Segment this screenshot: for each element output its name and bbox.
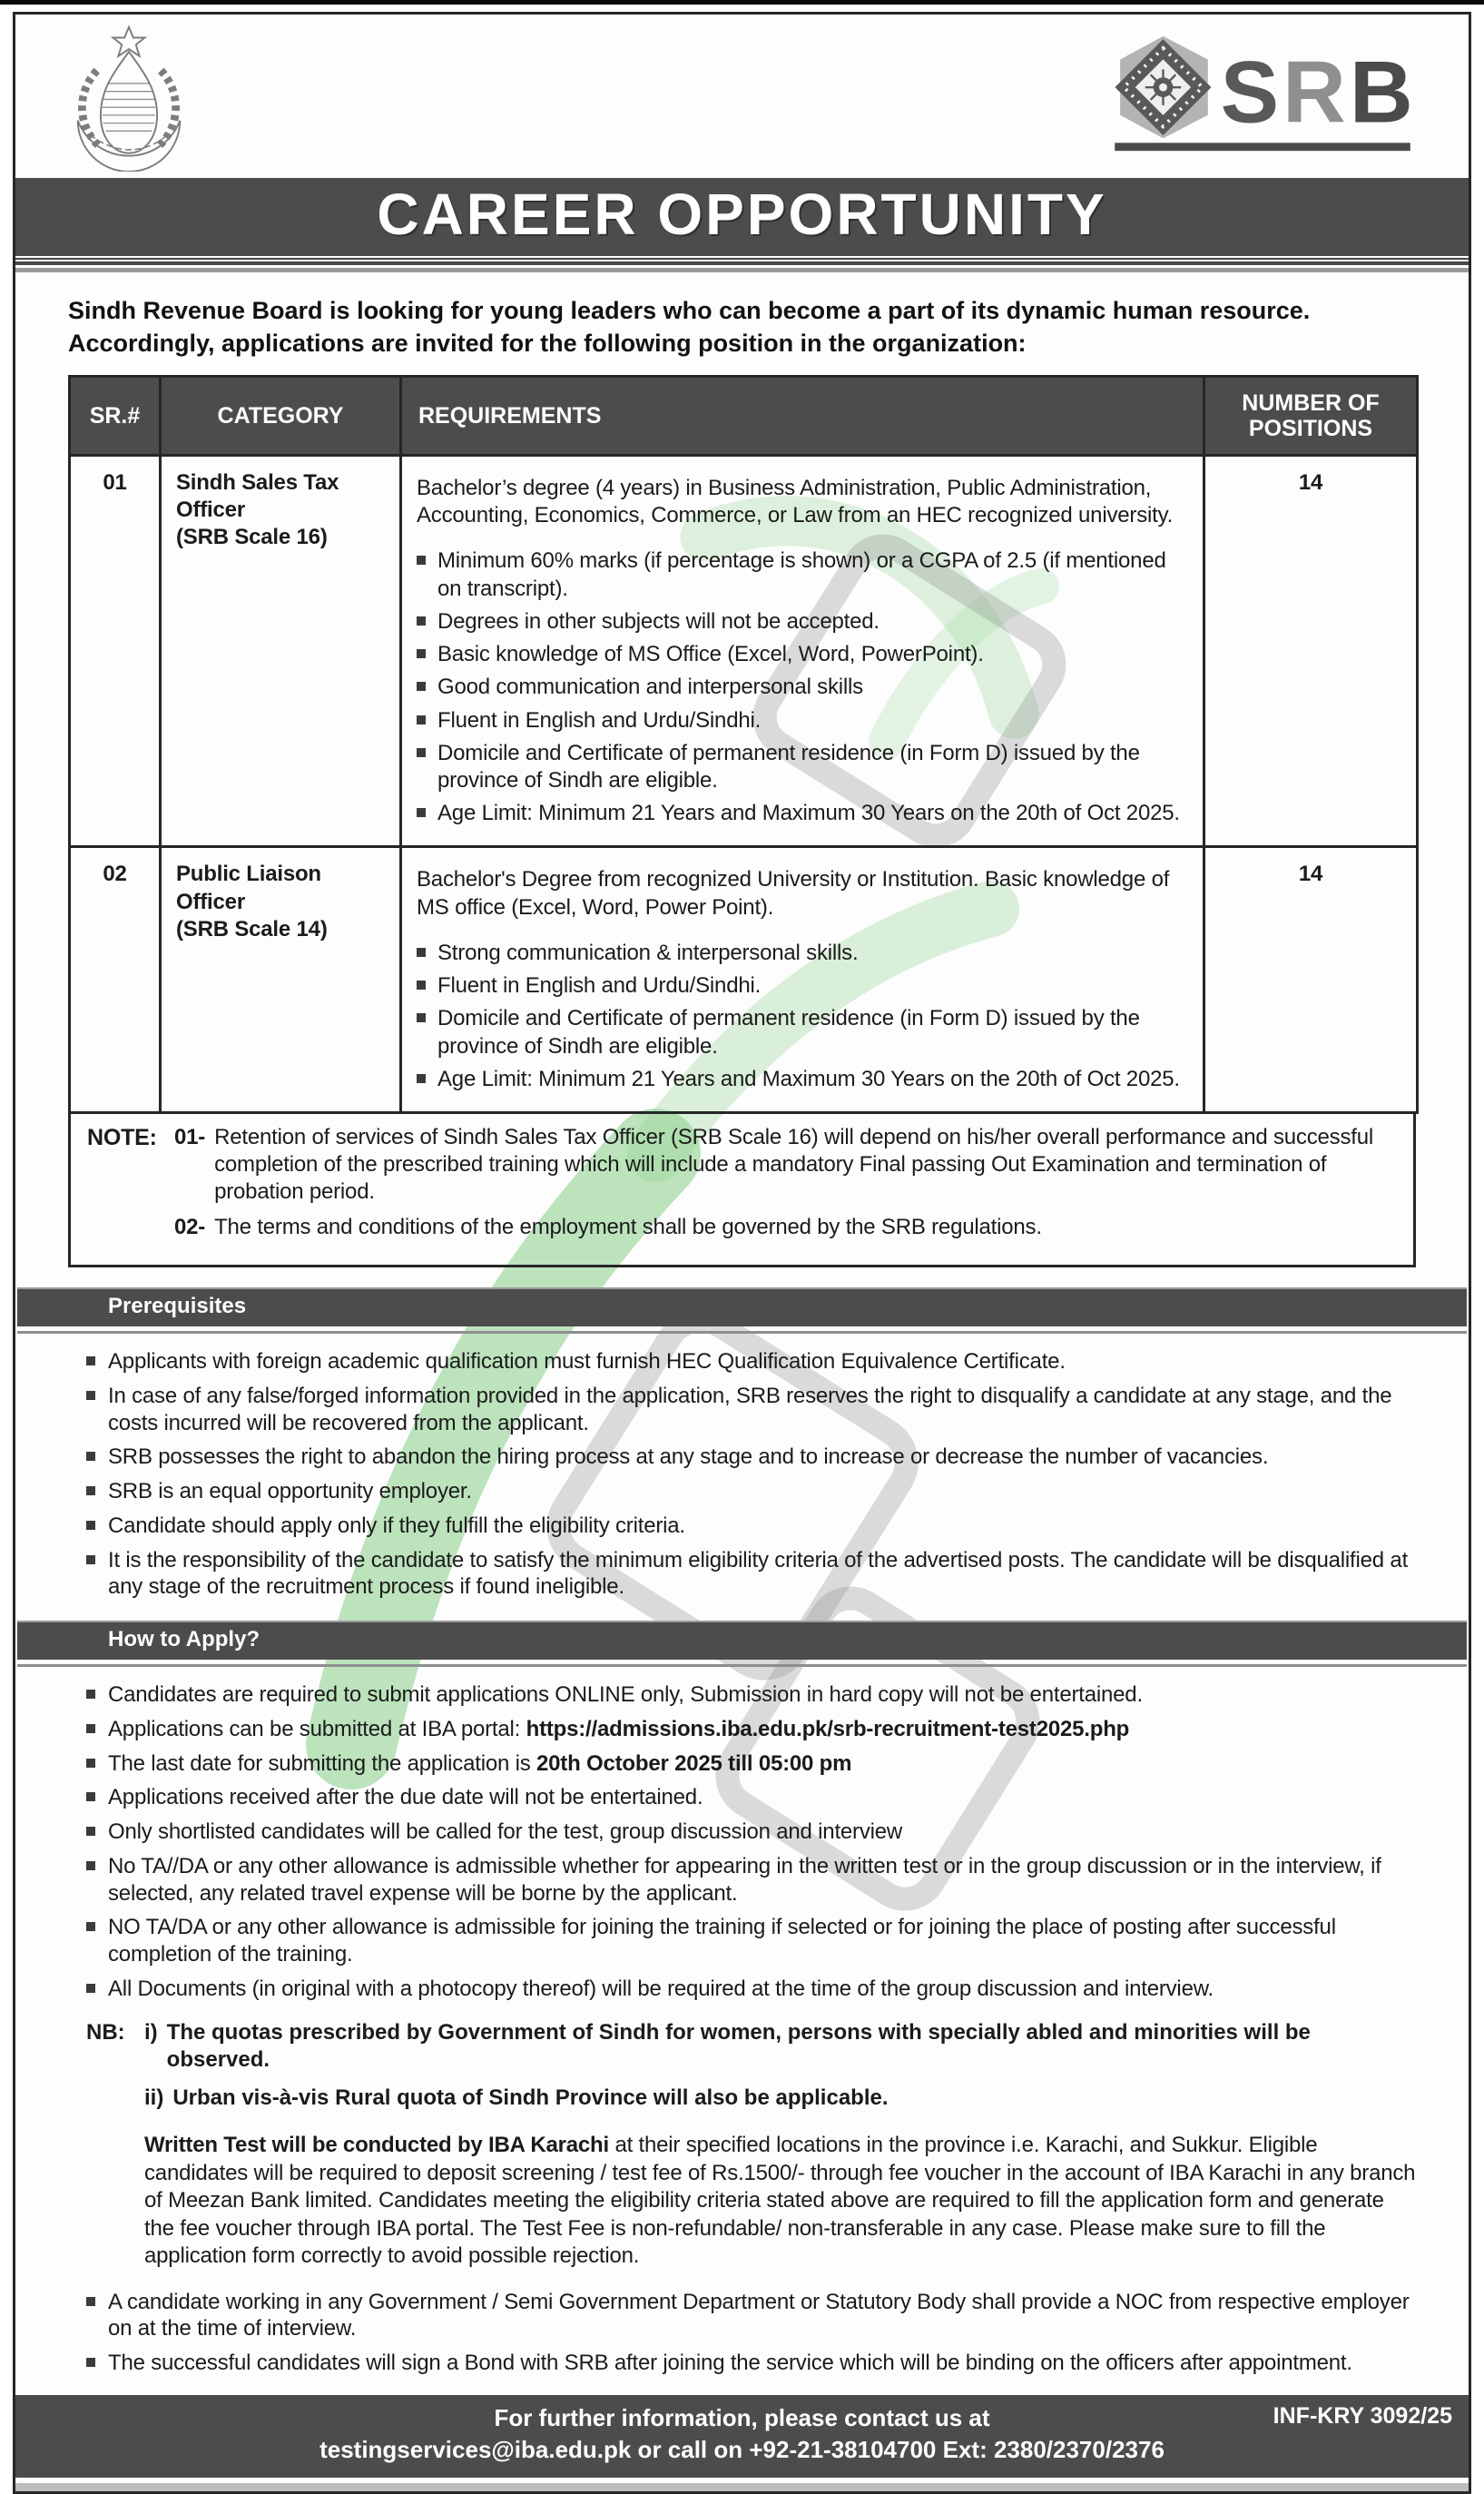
list-item	[86, 1348, 1432, 1375]
bullet-text: No TA//DA or any other allowance is admissible whether for appearing in the written test or in the group discussion or in the interview, if selected, any related travel expense will be borne by the applicant.	[108, 1853, 1381, 1906]
sr-cell: 01	[70, 455, 161, 847]
square-bullet-icon	[86, 1827, 95, 1836]
square-bullet-icon	[417, 715, 426, 725]
nb-item-number: i)	[144, 2019, 158, 2045]
square-bullet-icon	[417, 1074, 426, 1083]
square-bullet-icon	[86, 2358, 95, 2367]
prerequisites-list	[86, 1348, 1432, 1601]
bullet-text: Age Limit: Minimum 21 Years and Maximum 30 Years on the 20th of Oct 2025.	[437, 1066, 1180, 1091]
list-item	[86, 2289, 1432, 2343]
list-item	[86, 1681, 1432, 1709]
footer-bar	[15, 2395, 1469, 2478]
document-frame	[13, 12, 1471, 2494]
category-cell	[161, 455, 401, 847]
list-item	[86, 1444, 1432, 1471]
square-bullet-icon	[86, 1391, 95, 1400]
nb-item-number: ii)	[144, 2085, 164, 2111]
header	[15, 15, 1469, 178]
bullet-text: Minimum 60% marks (if percentage is shown) or a CGPA of 2.5 (if mentioned on transcript).	[437, 548, 1166, 601]
nb-item	[144, 2019, 1414, 2074]
note-item	[174, 1124, 1391, 1205]
square-bullet-icon	[86, 1356, 95, 1365]
nb-item	[144, 2085, 1414, 2112]
header-cell-positions: NUMBER OF POSITIONS	[1204, 376, 1418, 455]
bullet-text: Only shortlisted candidates will be called for the test, group discussion and interview	[108, 1819, 903, 1845]
note-item	[174, 1214, 1391, 1241]
list-item	[86, 1716, 1432, 1743]
table-row-public-liaison-officer	[70, 847, 1418, 1113]
requirement-bullet	[417, 1066, 1188, 1093]
nb-block	[86, 2019, 1414, 2124]
square-bullet-icon	[417, 808, 426, 817]
category-cell	[161, 847, 401, 1113]
square-bullet-icon	[86, 2297, 95, 2306]
square-bullet-icon	[86, 1922, 95, 1931]
list-item	[86, 2350, 1432, 2377]
requirement-bullet	[417, 641, 1188, 668]
requirements-cell	[401, 847, 1204, 1113]
square-bullet-icon	[86, 1792, 95, 1801]
bullet-text: Degrees in other subjects will not be accepted.	[437, 608, 880, 634]
list-item	[86, 1478, 1432, 1505]
bullet-text: Candidate should apply only if they fulfill the eligibility criteria.	[108, 1513, 685, 1538]
requirement-bullet	[417, 547, 1188, 602]
requirement-bullet	[417, 608, 1188, 636]
bullet-text: Applicants with foreign academic qualification must furnish HEC Qualification Equivalence Certificate.	[108, 1349, 1066, 1375]
note-box	[68, 1111, 1416, 1267]
header-cell-requirements: REQUIREMENTS	[401, 376, 1204, 455]
bullet-text: Applications can be submitted at IBA portal: https://admissions.iba.edu.pk/srb-recruitment-test2025.php	[108, 1716, 1130, 1741]
requirement-bullet	[417, 1005, 1188, 1060]
bullet-text: Domicile and Certificate of permanent residence (in Form D) issued by the province of Sindh are eligible.	[437, 1006, 1140, 1059]
note-item-number: 01-	[174, 1125, 206, 1150]
square-bullet-icon	[417, 616, 426, 626]
bullet-text: Good communication and interpersonal skills	[437, 675, 863, 700]
requirement-lead: Bachelor's Degree from recognized University or Institution. Basic knowledge of MS office (Excel, Word, Power Point).	[417, 867, 1170, 920]
header-cell-sr: SR.#	[70, 376, 161, 455]
requirement-bullet	[417, 674, 1188, 701]
bullet-text: SRB is an equal opportunity employer.	[108, 1479, 472, 1504]
bullet-text: A candidate working in any Government / Semi Government Department or Statutory Body shall provide a NOC from respective employer on at the time of interview.	[108, 2289, 1410, 2341]
note-item-text: Retention of services of Sindh Sales Tax Officer (SRB Scale 16) will depend on his/her overall performance and successful completion of the prescribed training which will include a mandatory Final passing Out Examination and termination of probation period.	[214, 1125, 1374, 1204]
section-bar-prerequisites	[17, 1287, 1467, 1326]
bullet-text: Basic knowledge of MS Office (Excel, Word, PowerPoint).	[437, 642, 984, 667]
square-bullet-icon	[86, 1724, 95, 1733]
square-bullet-icon	[86, 1984, 95, 1993]
bullet-text: It is the responsibility of the candidate to satisfy the minimum eligibility criteria of the advertised posts. The candidate will be disqualified at any stage of the recruitment process if found ineligible.	[108, 1547, 1409, 1600]
written-test-paragraph	[144, 2132, 1419, 2270]
bullet-text: The successful candidates will sign a Bond with SRB after joining the service which will be binding on the officers after appointment.	[108, 2351, 1352, 2376]
square-bullet-icon	[417, 649, 426, 658]
nb-label: NB:	[86, 2019, 125, 2045]
positions-cell: 14	[1204, 455, 1418, 847]
bullet-text: Age Limit: Minimum 21 Years and Maximum 30 Years on the 20th of Oct 2025.	[437, 801, 1180, 826]
scan-edge-strip	[0, 0, 1484, 5]
footer-contact-line1: For further information, please contact us at	[494, 2403, 990, 2431]
square-bullet-icon	[417, 748, 426, 757]
bullet-text: SRB possesses the right to abandon the hiring process at any stage and to increase or decrease the number of vacancies.	[108, 1444, 1269, 1470]
square-bullet-icon	[417, 556, 426, 565]
square-bullet-icon	[417, 1013, 426, 1022]
list-item	[86, 1784, 1432, 1811]
requirement-bullet	[417, 940, 1188, 967]
requirement-lead: Bachelor’s degree (4 years) in Business Administration, Public Administration, Accounting, Economics, Commerce, or Law from an HEC recognized university.	[417, 475, 1174, 528]
job-scale: (SRB Scale 16)	[176, 525, 328, 550]
list-item	[86, 1976, 1432, 2003]
job-title: Public Liaison Officer	[176, 862, 321, 914]
how-to-apply-list	[86, 1681, 1432, 2003]
nb-item-text: The quotas prescribed by Government of Sindh for women, persons with specially abled and minorities will be observed.	[166, 2019, 1311, 2072]
govt-of-sindh-emblem-icon	[56, 22, 201, 172]
bullet-text: All Documents (in original with a photocopy thereof) will be required at the time of the group discussion and interview.	[108, 1976, 1214, 2001]
srb-logo	[1106, 29, 1419, 163]
requirements-cell	[401, 455, 1204, 847]
square-bullet-icon	[417, 682, 426, 691]
svg-text:SRB: SRB	[1220, 43, 1417, 142]
square-bullet-icon	[86, 1521, 95, 1530]
sr-cell: 02	[70, 847, 161, 1113]
list-item	[86, 1819, 1432, 1846]
list-item	[86, 1750, 1432, 1778]
jobs-table	[68, 375, 1419, 1114]
list-item	[86, 1853, 1432, 1907]
square-bullet-icon	[417, 948, 426, 957]
bullet-text: NO TA/DA or any other allowance is admissible for joining the training if selected or for joining the place of posting after successful completion of the training.	[108, 1915, 1336, 1967]
header-cell-category: CATEGORY	[161, 376, 401, 455]
positions-cell: 14	[1204, 847, 1418, 1113]
banner-stripes	[15, 256, 1469, 276]
list-item	[86, 1547, 1432, 1602]
job-title: Sindh Sales Tax Officer	[176, 469, 339, 523]
note-items	[174, 1124, 1391, 1250]
bullet-text: Applications received after the due date will not be entertained.	[108, 1785, 703, 1810]
requirement-bullet	[417, 707, 1188, 734]
square-bullet-icon	[86, 1452, 95, 1461]
nb-items	[144, 2019, 1414, 2124]
list-item	[86, 1513, 1432, 1540]
career-opportunity-banner: CAREER OPPORTUNITY	[15, 178, 1469, 256]
bullet-text: Domicile and Certificate of permanent residence (in Form D) issued by the province of Sindh are eligible.	[437, 740, 1140, 793]
list-item	[86, 1914, 1432, 1968]
square-bullet-icon	[86, 1861, 95, 1870]
bullet-text: Fluent in English and Urdu/Sindhi.	[437, 973, 762, 999]
written-test-body: at their specified locations in the province i.e. Karachi, and Sukkur. Eligible candidates will be required to deposit screening / test fee of Rs.1500/- through fee voucher in the account of IBA Karachi in any branch of Meezan Bank limited. Candidates meeting the eligibility criteria stated above are required to fill the application form and generate the fee voucher through IBA portal. The Test Fee is non-refundable/ non-transferable in any case. Please make sure to fill the application form correctly to avoid possible rejection.	[144, 2133, 1416, 2269]
job-scale: (SRB Scale 14)	[176, 916, 328, 941]
note-label: NOTE:	[87, 1125, 157, 1151]
inf-code: INF-KRY 3092/25	[1273, 2402, 1452, 2429]
requirement-bullet	[417, 740, 1188, 794]
bullet-text: Fluent in English and Urdu/Sindhi.	[437, 707, 762, 733]
section-bar-how-to-apply	[17, 1621, 1467, 1660]
bullet-text: Strong communication & interpersonal skills.	[437, 940, 859, 965]
square-bullet-icon	[86, 1759, 95, 1768]
section-title: How to Apply?	[108, 1627, 260, 1652]
section-title: Prerequisites	[108, 1294, 247, 1319]
square-bullet-icon	[417, 981, 426, 990]
application-deadline: 20th October 2025 till 05:00 pm	[536, 1750, 852, 1776]
written-test-lead: Written Test will be conducted by IBA Karachi	[144, 2133, 609, 2158]
table-row-sindh-sales-tax-officer	[70, 455, 1418, 847]
scan-bottom-strip	[15, 2483, 1469, 2491]
list-item	[86, 1383, 1432, 1437]
footer-contact-line2: testingservices@iba.edu.pk or call on +92-21-38104700 Ext: 2380/2370/2376	[319, 2435, 1165, 2463]
note-item-number: 02-	[174, 1215, 206, 1240]
square-bullet-icon	[86, 1690, 95, 1699]
bullet-text: In case of any false/forged information provided in the application, SRB reserves the right to disqualify a candidate at any stage, and the costs incurred will be recovered from the applicant.	[108, 1383, 1392, 1435]
closing-list	[86, 2289, 1432, 2377]
requirement-bullet	[417, 972, 1188, 1000]
application-portal-url: https://admissions.iba.edu.pk/srb-recruitment-test2025.php	[526, 1716, 1130, 1741]
nb-item-text: Urban vis-à-vis Rural quota of Sindh Province will also be applicable.	[172, 2085, 889, 2111]
bullet-text: The last date for submitting the application is 20th October 2025 till 05:00 pm	[108, 1750, 852, 1776]
bullet-text: Candidates are required to submit applications ONLINE only, Submission in hard copy will not be entertained.	[108, 1682, 1143, 1708]
square-bullet-icon	[86, 1555, 95, 1564]
intro-text: Sindh Revenue Board is looking for young leaders who can become a part of its dynamic human resource. Accordingly, applications are invited for the following position in the organization:	[68, 297, 1311, 358]
requirement-bullet	[417, 800, 1188, 827]
square-bullet-icon	[86, 1486, 95, 1495]
note-item-text: The terms and conditions of the employment shall be governed by the SRB regulations.	[214, 1215, 1042, 1240]
table-header-row	[70, 376, 1418, 455]
